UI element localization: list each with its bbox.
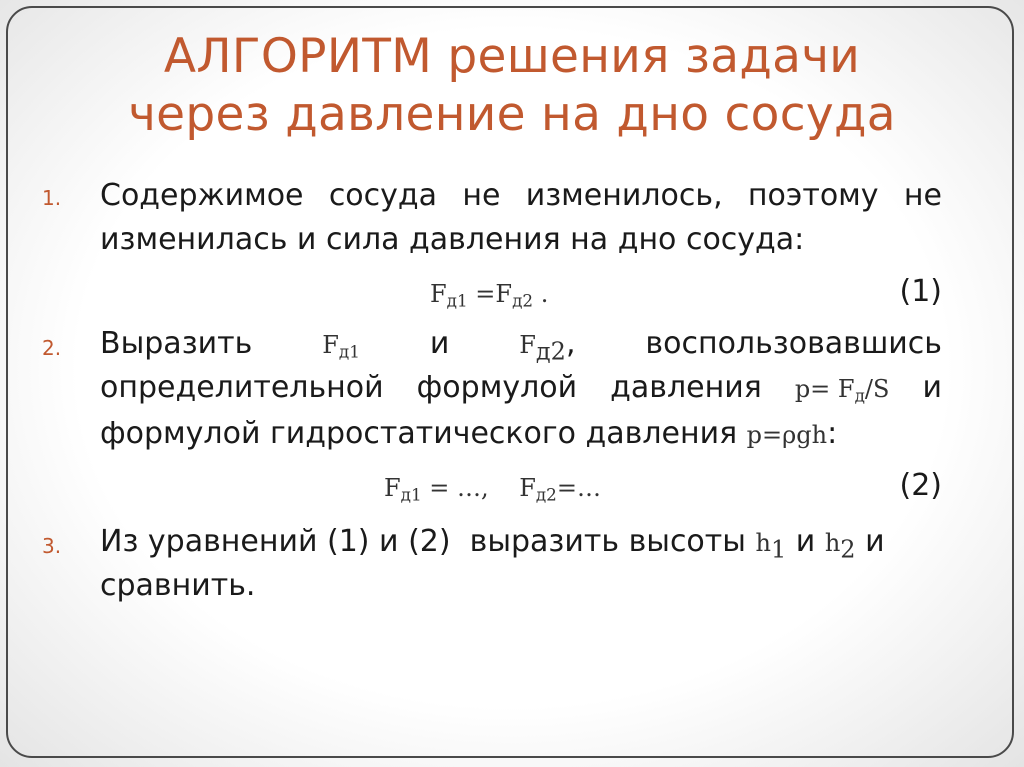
symbol-fd2: $F_{д2}$,: [519, 326, 576, 366]
step-1-line-2: изменилась и сила давления на дно сосуда:: [100, 222, 805, 257]
hydrostatic-formula: p=ρgh: [746, 421, 828, 449]
equation-2-tag: (2): [899, 468, 942, 503]
equation-1: $F_{д1} =F_{д2}$ .: [430, 280, 549, 311]
equation-2: $F_{д1}$ = …, $F_{д2}=\dots$: [384, 474, 601, 505]
slide-title: [0, 28, 1024, 144]
step-3-line-1: Из уравнений (1) и (2) выразить высоты $h_1$ и $h_2$ и: [100, 524, 885, 564]
title-line-2: через давление на дно сосуда: [128, 87, 896, 142]
step-1-word: сосуда: [328, 178, 438, 213]
step-1-word: поэтому: [747, 178, 879, 213]
step-1-word: изменилось,: [525, 178, 723, 213]
step-2-line-3: формулой гидростатического давления p=ρgh:: [100, 416, 838, 451]
title-line-1: АЛГОРИТМ решения задачи: [163, 29, 861, 84]
step-1-number: 1.: [42, 186, 62, 210]
step-3-line-2: сравнить.: [100, 568, 256, 603]
step-1-word: не: [462, 178, 501, 213]
step-2-line-1: Выразить $F_{д1}$ и $F_{д2}$, воспользовавшись: [100, 326, 942, 366]
symbol-fd1: $F_{д1}$: [322, 331, 360, 362]
step-1-word: не: [903, 178, 942, 213]
step-2-number: 2.: [42, 336, 62, 360]
step-1-line-1: [100, 178, 942, 213]
step-1-word: Содержимое: [100, 178, 304, 213]
step-2-line-2: определительной формулой давления $p= F_д/S$ и: [100, 370, 942, 406]
step-3-number: 3.: [42, 534, 62, 558]
equation-1-tag: (1): [899, 274, 942, 309]
pressure-formula: $p= F_д/S$: [794, 375, 890, 406]
